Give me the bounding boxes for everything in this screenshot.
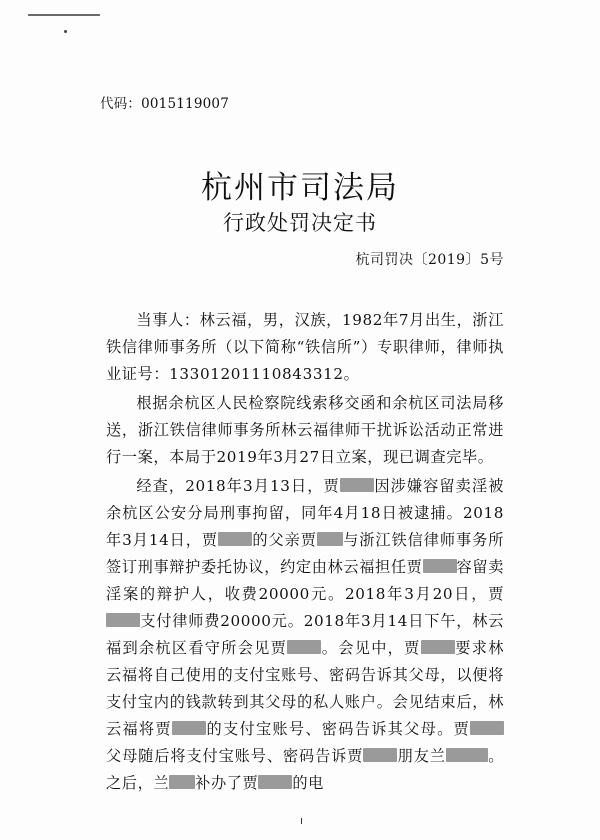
redaction-block <box>317 532 343 546</box>
party-paragraph: 当事人：林云福，男，汉族，1982年7月出生，浙江铁信律师事务所（以下简称“铁信所”）专职律师，律师执业证号：13301201110843312。 <box>106 311 504 383</box>
redaction-block <box>470 721 504 735</box>
redaction-block <box>172 721 206 735</box>
findings-text: 容留卖淫案的辩护人，收费20000元。2018年3月20日，贾 <box>106 558 504 603</box>
document-code: 代码：0015119007 <box>100 96 229 112</box>
page-mark <box>301 818 302 824</box>
case-origin-paragraph: 根据余杭区人民检察院线索移交函和余杭区司法局移送，浙江铁信律师事务所林云福律师干扰诉讼活动正常进行一案，本局于2019年3月27日立案，现已调查完毕。 <box>106 394 504 466</box>
findings-text: 经查，2018年3月13日，贾 <box>136 477 340 495</box>
redaction-block <box>446 748 488 762</box>
document-number: 杭司罚决〔2019〕5号 <box>355 252 504 268</box>
document-title: 行政处罚决定书 <box>223 211 377 235</box>
findings-text: 的支付宝账号、密码告诉其父母。贾 <box>205 720 470 738</box>
scan-artifact-dot <box>64 30 67 33</box>
document-body <box>106 307 504 799</box>
findings-text: 因涉嫌容留卖淫被余杭区公安分局刑事拘留，同年4月18日被逮捕。2018年3月14日，贾 <box>106 477 504 549</box>
findings-text: 父母随后将支付宝账号、密码告诉贾 <box>106 747 364 765</box>
findings-text: 的父亲贾 <box>252 531 317 549</box>
findings-text: 。会见中，贾 <box>321 639 421 657</box>
redaction-block <box>363 748 397 762</box>
findings-text: 的电 <box>292 774 324 792</box>
redaction-block <box>258 775 292 789</box>
redaction-block <box>106 613 140 627</box>
redaction-block <box>421 640 455 654</box>
redaction-block <box>287 640 321 654</box>
redaction-block <box>218 532 252 546</box>
scan-artifact-line <box>28 14 100 16</box>
redaction-block <box>423 559 457 573</box>
findings-text: 朋友兰 <box>397 747 446 765</box>
redaction-block <box>169 775 195 789</box>
findings-text: 要求林云福将自己使用的支付宝账号、密码告诉其父母，以便将支付宝内的钱款转到其父母的私人账户。会见结束后，林云福将贾 <box>106 639 504 738</box>
findings-text: 与浙江铁信律师事务所签订刑事辩护委托协议，约定由林云福担任贾 <box>106 531 504 576</box>
redaction-block <box>340 478 374 492</box>
findings-text: 支付律师费20000元。2018年3月14日下午，林云福到余杭区看守所会见贾 <box>106 612 504 657</box>
findings-text: 补办了贾 <box>195 774 259 792</box>
findings-text: 。之后，兰 <box>106 747 504 792</box>
findings-paragraph <box>106 473 504 797</box>
organization-title: 杭州市司法局 <box>201 170 399 206</box>
